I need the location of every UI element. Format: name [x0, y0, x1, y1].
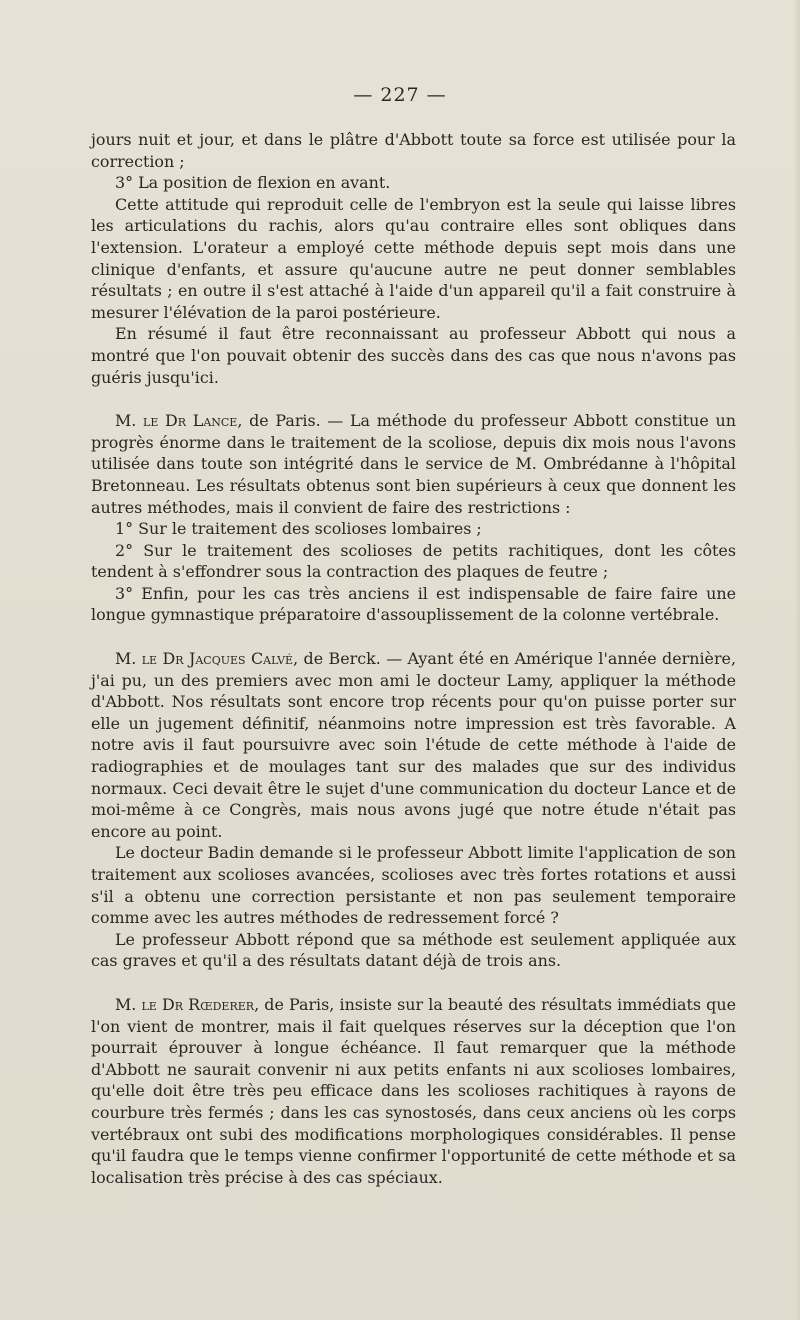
- speaker-paragraph: [91, 410, 736, 518]
- paragraph-text: 3° Enfin, pour les cas très anciens il est indispensable de faire faire une longue gymnastique préparatoire d'assouplissement de la colonne vertébrale.: [91, 583, 736, 625]
- speaker-paragraph: [91, 648, 736, 842]
- paragraph: [91, 540, 736, 583]
- paragraph: [91, 194, 736, 324]
- paragraph: [91, 518, 736, 540]
- paragraph-text: jours nuit et jour, et dans le plâtre d'Abbott toute sa force est utilisée pour la correction ;: [91, 130, 736, 171]
- paragraph-text: , de Paris. — La méthode du professeur Abbott constitue un progrès énorme dans le traitement de la scoliose, depuis dix mois nous l'avons utilisée dans toute son intégrité dans le service de M. Ombrédanne à l'hôpital Bretonneau. Les résultats obtenus sont bien supérieurs à ceux que donnent les autres méthodes, mais il convient de faire des restrictions :: [91, 411, 736, 517]
- page-edge-shadow: [794, 0, 800, 1320]
- paragraph: [91, 172, 736, 194]
- paragraph-text: 2° Sur le traitement des scolioses de petits rachitiques, dont les côtes tendent à s'effondrer sous la contraction des plaques de feutre ;: [91, 540, 736, 582]
- page-number: — 227 —: [353, 84, 447, 106]
- paragraph: [91, 583, 736, 626]
- body-text: [91, 129, 736, 1188]
- paragraph-text: 1° Sur le traitement des scolioses lombaires ;: [115, 519, 482, 539]
- paragraph: [91, 129, 736, 172]
- paragraph: [91, 929, 736, 972]
- speaker-name: M. le Dr Jacques Calvé: [115, 649, 294, 669]
- paragraph-text: En résumé il faut être reconnaissant au professeur Abbott qui nous a montré que l'on pouvait obtenir des succès dans des cas que nous n'avons pas guéris jusqu'ici.: [91, 324, 736, 387]
- paragraph-text: Cette attitude qui reproduit celle de l'embryon est la seule qui laisse libres les articulations du rachis, alors qu'au contraire elles sont obliques dans l'extension. L'orateur a employé cette méthode depuis sept mois dans une clinique d'enfants, et assure qu'aucune autre ne peut donner semblables résultats ; en outre il s'est attaché à l'aide d'un appareil qu'il a fait construire à mesurer l'élévation de la paroi postérieure.: [91, 194, 736, 322]
- speaker-name: M. le Dr Rœderer: [115, 994, 255, 1014]
- paragraph-text: 3° La position de flexion en avant.: [115, 173, 391, 193]
- paragraph-text: Le docteur Badin demande si le professeur Abbott limite l'application de son traitement aux scolioses avancées, scolioses avec très fortes rotations et aussi s'il a obtenu une correction persistante et non pas seulement temporaire comme avec les autres méthodes de redressement forcé ?: [91, 843, 736, 928]
- paragraph-text: , de Paris, insiste sur la beauté des résultats immédiats que l'on vient de montrer, mais il fait quelques réserves sur la déception que l'on pourrait éprouver à longue échéance. Il faut remarquer que la méthode d'Abbott ne saurait convenir ni aux petits enfants ni aux scolioses lombaires, qu'elle doit être très peu efficace dans les scolioses rachitiques à rayons de courbure très fermés ; dans les cas synostosés, dans ceux anciens où les corps vertébraux ont subi des modifications morphologiques considérables. Il pense qu'il faudra que le temps vienne confirmer l'opportunité de cette méthode et sa localisation très précise à des cas spéciaux.: [91, 994, 736, 1187]
- paragraph: [91, 323, 736, 388]
- paragraph: [91, 842, 736, 928]
- paragraph-text: Le professeur Abbott répond que sa méthode est seulement appliquée aux cas graves et qu'il a des résultats datant déjà de trois ans.: [91, 929, 736, 971]
- paragraph-text: , de Berck. — Ayant été en Amérique l'année dernière, j'ai pu, un des premiers avec mon ami le docteur Lamy, appliquer la méthode d'Abbott. Nos résultats sont encore trop récents pour qu'on puisse porter sur elle un jugement définitif, néanmoins notre impression est très favorable. A notre avis il faut poursuivre avec soin l'étude de cette méthode à l'aide de radiographies et de moulages tant sur des malades que sur des individus normaux. Ceci devait être le sujet d'une communication du docteur Lance et de moi-même à ce Congrès, mais nous avons jugé que notre étude n'était pas encore au point.: [91, 649, 737, 841]
- speaker-paragraph: [91, 994, 736, 1188]
- speaker-name: M. le Dr Lance: [115, 411, 238, 431]
